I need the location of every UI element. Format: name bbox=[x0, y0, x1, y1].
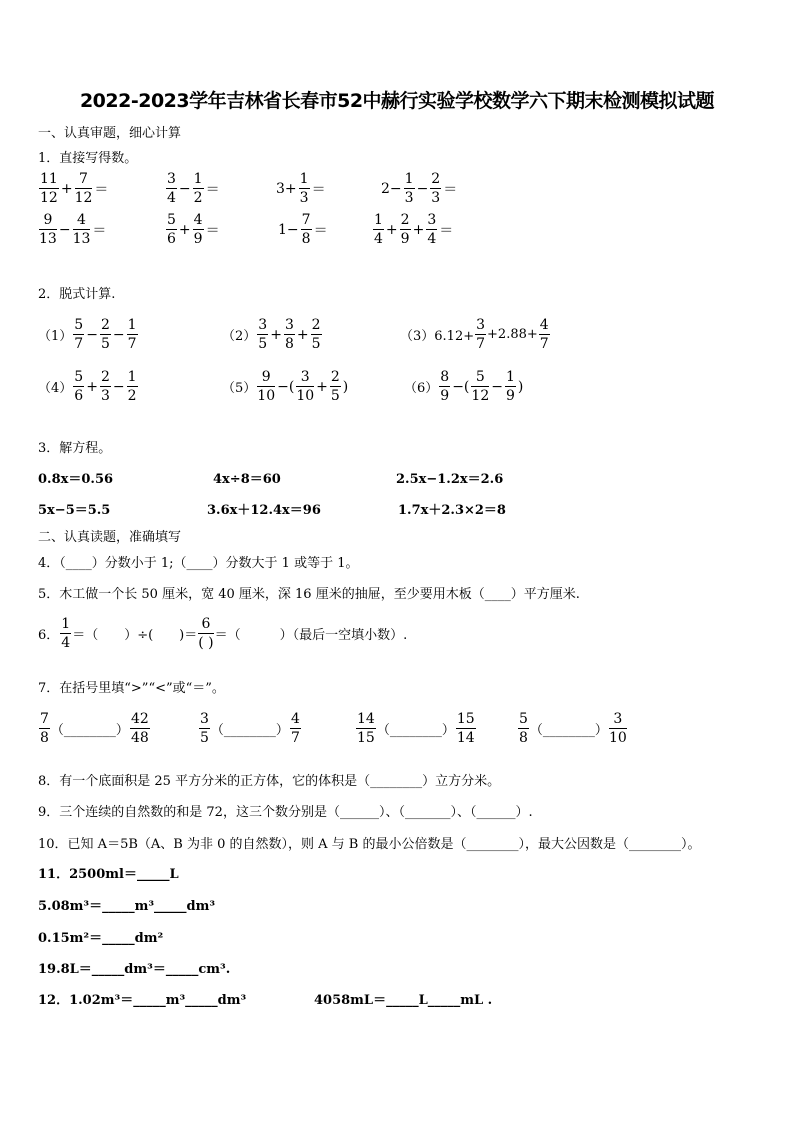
fraction bbox=[257, 370, 275, 403]
q1-r1-c bbox=[275, 172, 327, 205]
denominator: 9 bbox=[193, 231, 203, 247]
math-text: + bbox=[296, 326, 309, 343]
numerator: 5 bbox=[167, 212, 176, 228]
q12-a: 12．1.02m³＝_____m³_____dm³ bbox=[38, 993, 247, 1008]
q7-pair-1 bbox=[38, 712, 151, 745]
denominator: 7 bbox=[127, 336, 137, 352]
math-text: （2） bbox=[222, 329, 257, 344]
fraction bbox=[199, 712, 210, 745]
denominator: 13 bbox=[72, 231, 91, 247]
denominator: 48 bbox=[130, 730, 149, 746]
fraction bbox=[475, 318, 486, 351]
numerator: 4 bbox=[539, 317, 549, 333]
fraction bbox=[430, 172, 441, 205]
fraction bbox=[130, 712, 150, 745]
fraction bbox=[426, 213, 437, 246]
numerator: 1 bbox=[374, 212, 383, 228]
fraction bbox=[609, 712, 627, 745]
denominator: 9 bbox=[440, 388, 450, 404]
denominator: 9 bbox=[505, 388, 515, 404]
numerator: 1 bbox=[127, 317, 137, 333]
fraction bbox=[39, 172, 59, 205]
denominator: 10 bbox=[257, 388, 276, 404]
math-text: −( bbox=[277, 378, 295, 395]
math-text: （________） bbox=[376, 723, 455, 738]
numerator: 2 bbox=[100, 369, 110, 385]
q7-pair-4 bbox=[517, 712, 628, 745]
fraction bbox=[356, 712, 376, 745]
fraction bbox=[290, 712, 301, 745]
fraction bbox=[456, 712, 476, 745]
numerator: 9 bbox=[39, 213, 57, 230]
numerator: 3 bbox=[427, 212, 437, 228]
numerator: 1 bbox=[61, 616, 71, 632]
q8: 8．有一个底面积是 25 平方分米的正方体，它的体积是（________）立方分米。 bbox=[38, 774, 501, 789]
fraction bbox=[127, 370, 138, 403]
denominator: 5 bbox=[258, 336, 268, 352]
q3-eq-2: 4x÷8＝60 bbox=[213, 472, 281, 487]
fraction bbox=[100, 318, 111, 351]
math-text: ＝ bbox=[311, 181, 326, 198]
fraction bbox=[330, 370, 341, 403]
q1-r1-a bbox=[38, 172, 109, 205]
q11-line-1: 11．2500ml＝_____L bbox=[38, 867, 179, 882]
math-text: ＝ bbox=[439, 222, 454, 239]
q1-r2-a bbox=[38, 213, 107, 246]
q2-item-1 bbox=[38, 318, 139, 351]
numerator: 6 bbox=[198, 617, 213, 634]
q11-line-2: 5.08m³＝_____m³_____dm³ bbox=[38, 899, 216, 914]
math-text: ＝ bbox=[313, 222, 328, 239]
math-text: ) bbox=[517, 378, 524, 395]
fraction bbox=[166, 213, 177, 246]
numerator: 5 bbox=[74, 369, 84, 385]
denominator: 8 bbox=[40, 730, 49, 746]
q2-item-6 bbox=[404, 370, 524, 403]
q1-r1-d bbox=[380, 172, 458, 205]
fraction bbox=[39, 712, 50, 745]
denominator: 4 bbox=[427, 231, 437, 247]
denominator: 5 bbox=[100, 336, 110, 352]
math-text: −( bbox=[452, 378, 470, 395]
numerator: 4 bbox=[193, 212, 203, 228]
fraction bbox=[373, 213, 384, 246]
denominator: 10 bbox=[608, 730, 627, 746]
fraction bbox=[505, 370, 516, 403]
numerator: 2 bbox=[431, 171, 441, 187]
q1-r2-b bbox=[165, 213, 221, 246]
q1-r2-d bbox=[372, 213, 454, 246]
q12-b: 4058mL＝_____L_____mL . bbox=[314, 993, 493, 1008]
fraction bbox=[301, 213, 312, 246]
denominator: 12 bbox=[40, 190, 58, 206]
math-text: − bbox=[112, 378, 125, 395]
numerator: 11 bbox=[40, 171, 58, 187]
denominator: ( ) bbox=[198, 635, 214, 651]
numerator: 8 bbox=[440, 369, 450, 385]
numerator: 2 bbox=[100, 317, 110, 333]
numerator: 42 bbox=[130, 711, 149, 727]
math-text: ＝ bbox=[205, 222, 220, 239]
math-text: （3）6.12+ bbox=[400, 329, 475, 344]
numerator: 7 bbox=[40, 711, 49, 727]
denominator: 8 bbox=[301, 231, 311, 247]
fraction bbox=[73, 318, 84, 351]
fraction bbox=[193, 172, 204, 205]
math-text: 6． bbox=[38, 628, 60, 643]
fraction bbox=[193, 213, 204, 246]
numerator: 9 bbox=[257, 370, 275, 387]
math-text: （________） bbox=[210, 723, 289, 738]
denominator: 5 bbox=[311, 336, 321, 352]
numerator: 2 bbox=[311, 317, 321, 333]
q7-label: 7．在括号里填“>”“<”或“＝”。 bbox=[38, 681, 225, 696]
q1-label: 1．直接写得数。 bbox=[38, 151, 138, 166]
denominator: 5 bbox=[200, 730, 209, 746]
math-text: + bbox=[412, 221, 425, 238]
numerator: 2 bbox=[400, 212, 410, 228]
numerator: 15 bbox=[456, 711, 475, 727]
numerator: 14 bbox=[357, 711, 375, 727]
math-text: ) bbox=[342, 378, 349, 395]
denominator: 3 bbox=[100, 388, 110, 404]
denominator: 8 bbox=[519, 730, 528, 746]
numerator: 1 bbox=[505, 369, 515, 385]
q7-pair-2 bbox=[198, 712, 302, 745]
math-text: 2− bbox=[381, 180, 402, 197]
math-text: 1− bbox=[278, 221, 299, 238]
denominator: 4 bbox=[61, 635, 71, 651]
denominator: 4 bbox=[374, 231, 383, 247]
math-text: （________） bbox=[529, 723, 608, 738]
section-1-heading: 一、认真审题，细心计算 bbox=[38, 126, 182, 141]
q3-eq-5: 3.6x＋12.4x＝96 bbox=[207, 503, 321, 518]
q2-item-4 bbox=[38, 370, 139, 403]
fraction bbox=[127, 318, 138, 351]
denominator: 3 bbox=[299, 190, 309, 206]
fraction bbox=[73, 370, 84, 403]
q1-r1-b bbox=[165, 172, 221, 205]
numerator: 3 bbox=[476, 317, 486, 333]
math-text: + bbox=[385, 221, 398, 238]
numerator: 1 bbox=[127, 369, 137, 385]
denominator: 9 bbox=[400, 231, 410, 247]
math-text: − bbox=[58, 221, 71, 238]
denominator: 7 bbox=[290, 730, 300, 746]
math-text: − bbox=[491, 378, 503, 395]
fraction bbox=[100, 370, 111, 403]
math-text: − bbox=[416, 180, 429, 197]
numerator: 3 bbox=[284, 317, 294, 333]
fraction bbox=[284, 318, 295, 351]
math-text: ＝ bbox=[205, 181, 220, 198]
numerator: 1 bbox=[404, 171, 414, 187]
math-text: − bbox=[86, 326, 98, 343]
q3-eq-1: 0.8x＝0.56 bbox=[38, 472, 114, 487]
q6 bbox=[38, 617, 407, 650]
fraction bbox=[404, 172, 415, 205]
numerator: 1 bbox=[193, 171, 203, 187]
q9: 9．三个连续的自然数的和是 72，这三个数分别是（______）、（_______）、（______）. bbox=[38, 805, 533, 820]
q3-label: 3．解方程。 bbox=[38, 441, 112, 456]
denominator: 2 bbox=[193, 190, 203, 206]
q2-item-5 bbox=[222, 370, 349, 403]
fraction bbox=[311, 318, 322, 351]
eq: ＝ bbox=[94, 181, 109, 198]
fraction bbox=[166, 172, 177, 205]
fraction bbox=[39, 213, 57, 246]
denominator: 12 bbox=[471, 388, 490, 404]
math-text: （6） bbox=[404, 381, 439, 396]
q3-eq-6: 1.7x＋2.3×2＝8 bbox=[398, 503, 506, 518]
numerator: 3 bbox=[167, 171, 176, 187]
numerator: 7 bbox=[75, 172, 93, 189]
math-text: （4） bbox=[38, 381, 73, 396]
denominator: 5 bbox=[330, 388, 340, 404]
fraction bbox=[299, 172, 310, 205]
math-text: （1） bbox=[38, 329, 73, 344]
numerator: 5 bbox=[471, 370, 489, 387]
op: + bbox=[60, 180, 73, 197]
denominator: 14 bbox=[456, 730, 475, 746]
q11-line-4: 19.8L＝_____dm³＝_____cm³. bbox=[38, 962, 231, 977]
denominator: 6 bbox=[167, 231, 176, 247]
fraction bbox=[75, 172, 93, 205]
fraction bbox=[296, 370, 314, 403]
math-text: + bbox=[86, 378, 98, 395]
fraction bbox=[539, 318, 550, 351]
denominator: 3 bbox=[431, 190, 441, 206]
math-text: ＝（ ）÷( )＝ bbox=[72, 628, 198, 643]
fraction bbox=[400, 213, 411, 246]
math-text: +2.88+ bbox=[487, 327, 538, 342]
denominator: 15 bbox=[357, 730, 375, 746]
q10: 10．已知 A＝5B（A、B 为非 0 的自然数），则 A 与 B 的最小公倍数是（________），最大公因数是（________）。 bbox=[38, 837, 701, 852]
numerator: 5 bbox=[74, 317, 84, 333]
math-text: + bbox=[316, 378, 328, 395]
math-text: + bbox=[178, 221, 191, 238]
denominator: 7 bbox=[476, 336, 486, 352]
denominator: 10 bbox=[296, 388, 315, 404]
math-text: + bbox=[270, 326, 282, 343]
math-text: − bbox=[112, 326, 125, 343]
fraction bbox=[73, 213, 91, 246]
page-title: 2022-2023学年吉林省长春市52中赫行实验学校数学六下期末检测模拟试题 bbox=[79, 90, 715, 112]
denominator: 7 bbox=[74, 336, 84, 352]
denominator: 12 bbox=[74, 190, 93, 206]
q1-r2-c bbox=[277, 213, 329, 246]
fraction bbox=[471, 370, 489, 403]
q2-item-2 bbox=[222, 318, 323, 351]
q4: 4．（____）分数小于 1;（____）分数大于 1 或等于 1。 bbox=[38, 556, 359, 571]
denominator: 2 bbox=[127, 388, 137, 404]
math-text: 3+ bbox=[276, 180, 297, 197]
q2-item-3 bbox=[400, 318, 551, 351]
fraction bbox=[439, 370, 450, 403]
q5: 5．木工做一个长 50 厘米，宽 40 厘米，深 16 厘米的抽屉，至少要用木板（____）平方厘米. bbox=[38, 587, 580, 602]
q3-eq-3: 2.5x−1.2x＝2.6 bbox=[396, 472, 504, 487]
numerator: 3 bbox=[296, 370, 314, 387]
numerator: 3 bbox=[200, 711, 209, 727]
numerator: 3 bbox=[609, 712, 627, 729]
fraction bbox=[257, 318, 268, 351]
math-text: − bbox=[178, 180, 191, 197]
math-text: （________） bbox=[50, 723, 129, 738]
q7-pair-3 bbox=[355, 712, 477, 745]
numerator: 5 bbox=[519, 711, 528, 727]
numerator: 4 bbox=[290, 711, 300, 727]
q3-eq-4: 5x−5＝5.5 bbox=[38, 503, 111, 518]
denominator: 3 bbox=[404, 190, 414, 206]
q2-label: 2．脱式计算. bbox=[38, 287, 116, 302]
denominator: 6 bbox=[74, 388, 84, 404]
math-text: ＝ bbox=[92, 222, 107, 239]
fraction bbox=[518, 712, 529, 745]
numerator: 4 bbox=[73, 213, 91, 230]
fraction bbox=[60, 617, 71, 650]
denominator: 4 bbox=[167, 190, 176, 206]
section-2-heading: 二、认真读题，准确填写 bbox=[38, 530, 182, 545]
math-text: ＝ bbox=[443, 181, 458, 198]
q11-line-3: 0.15m²＝_____dm² bbox=[38, 931, 164, 946]
fraction bbox=[198, 617, 213, 650]
math-text: （5） bbox=[222, 381, 257, 396]
math-text: ＝（ ）（最后一空填小数）. bbox=[214, 628, 408, 643]
denominator: 7 bbox=[539, 336, 549, 352]
numerator: 7 bbox=[301, 212, 311, 228]
denominator: 8 bbox=[284, 336, 294, 352]
denominator: 13 bbox=[39, 231, 57, 247]
numerator: 3 bbox=[258, 317, 268, 333]
numerator: 1 bbox=[299, 171, 309, 187]
numerator: 2 bbox=[330, 369, 340, 385]
